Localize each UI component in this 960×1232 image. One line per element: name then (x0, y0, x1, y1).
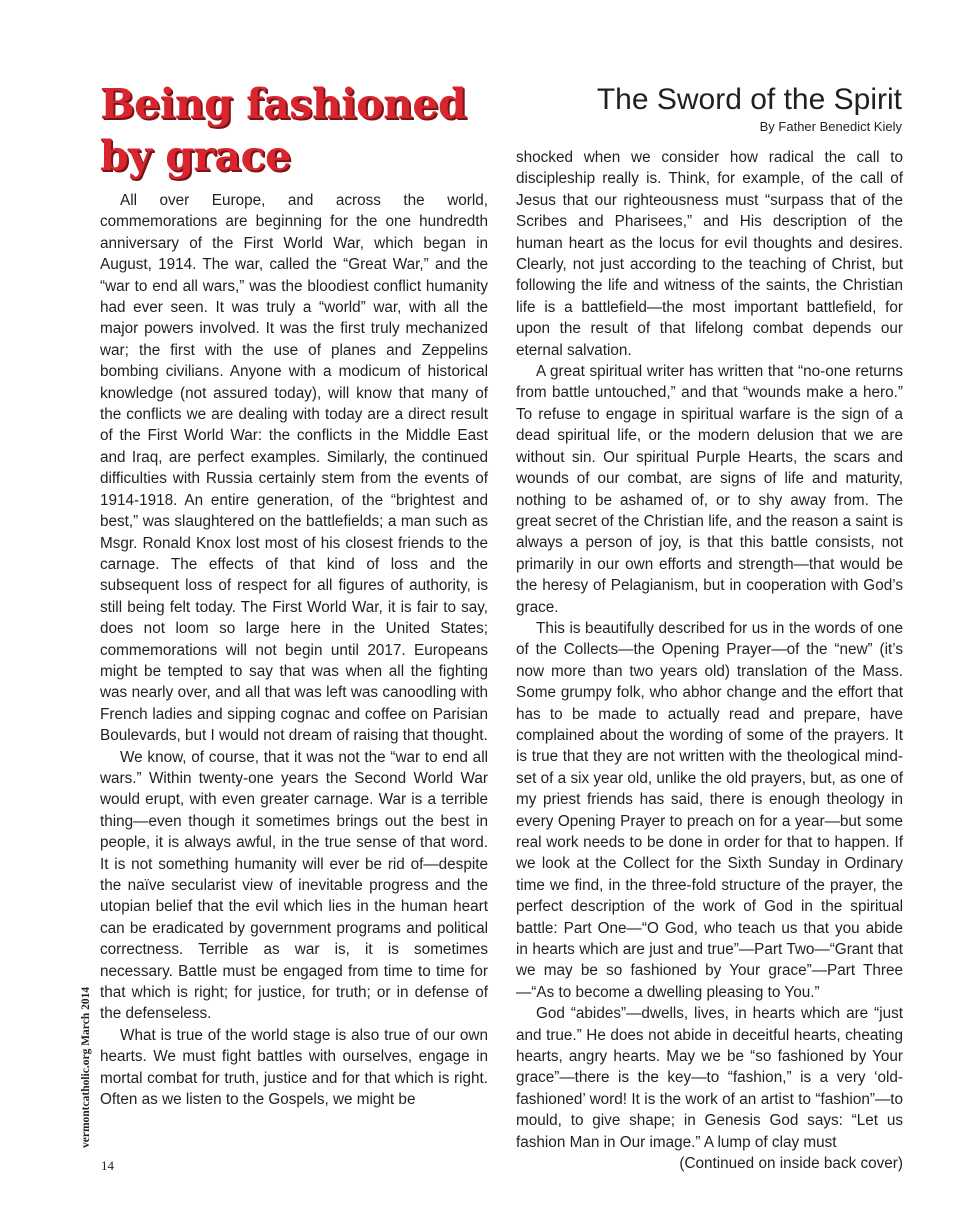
right-text-column (516, 147, 903, 1175)
continued-note: (Continued on inside back cover) (679, 1155, 903, 1173)
body-paragraph: God “abides”—dwells, lives, in hearts which are “just and true.” He does not abide in deceitful hearts, cheating hearts, angry hearts. May we be “so fashioned by Your grace”—there is the key—to “fashion,” is a very ‘old-fashioned’ word! It is the work of an artist to “fashion”—to mould, to give shape; in Genesis God says: “Let us fashion Man in Our image.” A lump of clay must (516, 1005, 903, 1151)
article-title (100, 78, 500, 182)
body-paragraph: We know, of course, that it was not the “war to end all wars.” Within twenty-one years the Second World War would erupt, with even greater carnage. War is a terrible thing—even though it sometimes brings out the best in people, it is always awful, in the true sense of that word. It is not something humanity will ever be rid of—despite the naïve secularist view of inevitable progress and the utopian belief that the evil which lies in the human heart can be eradicated by government programs and political correctness. Terrible as war is, it is sometimes necessary. Battle must be engaged from time to time for that which is right; for justice, for truth; or in defense of the defenseless. (100, 748, 488, 1023)
body-paragraph: What is true of the world stage is also true of our own hearts. We must fight battles with ourselves, engage in mortal combat for truth, justice and for that which is right. Often as we listen to the Gospels, we might be (100, 1026, 488, 1109)
column-name: The Sword of the Spirit (596, 83, 902, 116)
page-number: 14 (101, 1158, 114, 1173)
article-title-line-2: by grace (100, 132, 291, 180)
byline: By Father Benedict Kiely (759, 119, 902, 134)
body-paragraph: All over Europe, and across the world, commemorations are beginning for the one hundredth anniversary of the First World War, which began in August, 1914. The war, called the “Great War,” and the “war to end all wars,” was the bloodiest conflict humanity had ever seen. It was truly a “world” war, with all the major powers involved. It was the first truly mechanized war; the first with the use of planes and Zeppelins bombing civilians. Anyone with a modicum of historical knowledge (not assured today), will know that many of the conflicts we are dealing with today are a direct result of the First World War: the conflicts in the Middle East and Iraq, are perfect examples. Similarly, the continued difficulties with Russia certainly stem from the events of 1914-1918. An entire generation, of the “brightest and best,” was slaughtered on the battlefields; a man such as Msgr. Ronald Knox lost most of his closest friends to the carnage. The effects of that kind of loss and the subsequent loss of respect for all figures of authority, is still being felt today. The First World War, it is fair to say, does not loom so large here in the United States; commemorations will not begin until 2017. Europeans might be tempted to say that was when all the fighting was nearly over, and all that was left was canoodling with French ladies and sipping cognac and coffee on Parisian Boulevards, but I would not dream of raising that thought. (100, 192, 488, 745)
article-title-line-1: Being fashioned (100, 80, 467, 128)
left-text-column (100, 190, 488, 1110)
body-paragraph: This is beautifully described for us in the words of one of the Collects—the Opening Prayer—of the “new” (it’s now more than two years old) translation of the Mass. Some grumpy folk, who abhor change and the effort that has to be made to actually read and prepare, have complained about the wording of some of the prayers. It is true that they are not written with the theological mind-set of a six year old, unlike the old prayers, but, as one of my priest friends has said, there is enough theology in every Opening Prayer to preach on for a year—but some real work needs to be done in order for that to happen. If we look at the Collect for the Sixth Sunday in Ordinary time we find, in the three-fold structure of the prayer, the perfect description of the work of God in the spiritual battle: Part One—“O God, who teach us that you abide in hearts which are just and true”—Part Two—“Grant that we may be so fashioned by Your grace”—Part Three—“As to become a dwelling pleasing to You.” (516, 619, 903, 1001)
side-credit: vermontcatholic.org March 2014 (80, 986, 92, 1148)
body-paragraph-continuation: shocked when we consider how radical the call to discipleship really is. Think, for example, of the call of Jesus that our righteousness must “surpass that of the Scribes and Pharisees,” and His description of the human heart as the locus for evil thoughts and desires. Clearly, not just according to the teaching of Christ, but following the life and witness of the saints, the Christian life is a battlefield—the most important battlefield, for upon the result of that lifelong combat depends our eternal salvation. (516, 149, 903, 359)
body-paragraph: A great spiritual writer has written that “no-one returns from battle untouched,” and that “wounds make a hero.” To refuse to engage in spiritual warfare is the sign of a dead spiritual life, or the modern delusion that we are without sin. Our spiritual Purple Hearts, the scars and wounds of our combat, are signs of life and maturity, nothing to be ashamed of, or to shy away from. The great secret of the Christian life, and the reason a saint is always a person of joy, is that this battle consists, not primarily in our own efforts and strength—that would be the heresy of Pelagianism, but in cooperation with God’s grace. (516, 363, 903, 616)
